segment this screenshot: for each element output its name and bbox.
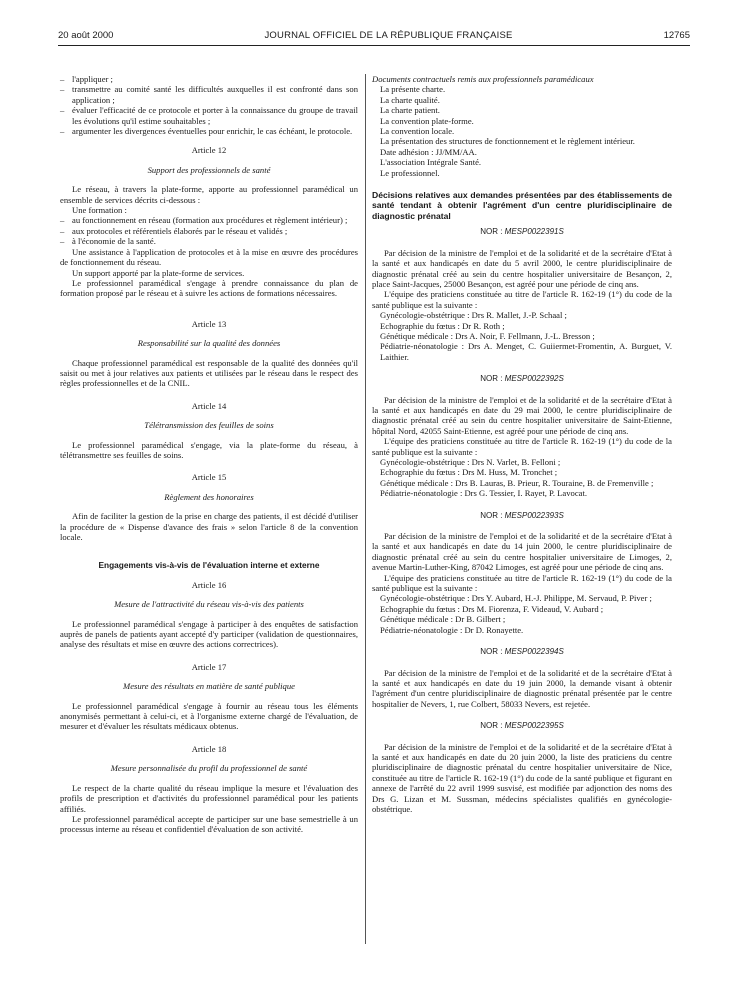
team-line: Gynécologie-obstétrique : Drs Y. Aubard, H.-J. Philippe, M. Servaud, P. Piver ;: [380, 593, 652, 604]
decision-paragraph: Par décision de la ministre de l'emploi et de la solidarité et de la secrétaire d'Etat à la santé et aux handicapés en date du 14 juin 2000, le centre pluridisciplinaire de diagnostic prénatal créé au sein du centre hospitalier universitaire de Limoges, 2, avenue Martin-Luther-King, 87042 Limoges, est agréé pour une période de cinq ans.: [372, 531, 672, 573]
column-divider: [365, 74, 366, 944]
list-item: L'association Intégrale Santé.: [380, 157, 482, 168]
article-15-paragraph: Afin de faciliter la gestion de la prise en charge des patients, il est décidé d'utiliser la procédure de « Dispense d'avance des frais » selon l'article 8 de la convention locale.: [60, 511, 358, 542]
article-13-paragraph: Chaque professionnel paramédical est responsable de la qualité des données qu'il saisit ou met à jour relatives aux patients et utilisées par le réseau dans le respect des règles professionnelles et de la CNIL.: [60, 357, 358, 389]
article-15-title: Règlement des honoraires: [164, 491, 254, 502]
list-item: – évaluer l'efficacité de ce protocole et porter à la connaissance du groupe de travail les évolutions qu'il estime souhaitables ;: [60, 105, 358, 126]
list-item: – argumenter les divergences éventuelles pour enrichir, le cas échéant, le protocole.: [60, 126, 358, 136]
nor-code: MESP0022395S: [504, 721, 564, 731]
team-line: Gynécologie-obstétrique : Drs R. Mallet, J.-P. Schaal ;: [380, 310, 567, 321]
article-13-heading: Article 13: [191, 318, 227, 329]
team-line: Pédiatrie-néonatologie : Dr D. Ronayette.: [380, 624, 524, 635]
nor-reference: NOR : MESP0022393S: [480, 510, 564, 520]
list-item: Date adhésion : JJ/MM/AA.: [380, 146, 477, 157]
article-18-paragraph: Le professionnel paramédical accepte de participer sur une base semestrielle à un processus interne au réseau et confidentiel d'évaluation de son activité.: [60, 813, 358, 835]
article-15-heading: Article 15: [191, 472, 227, 483]
nor-reference: NOR : MESP0022392S: [480, 374, 564, 384]
list-item: La charte patient.: [380, 105, 440, 116]
team-line: Echographie du fœtus : Drs M. Fiorenza, F. Videaud, V. Aubard ;: [380, 603, 604, 614]
right-column: [372, 74, 672, 814]
intro-list: [60, 74, 358, 136]
article-13-title: Responsabilité sur la qualité des données: [137, 338, 281, 349]
documents-list: [372, 84, 672, 178]
article-17-paragraph: Le professionnel paramédical s'engage à fournir au réseau tous les éléments anonymisés permettant à celui-ci, et à l'organisme externe chargé de l'évaluation, de mesurer et d'évaluer les résultats médicaux obtenus.: [60, 700, 358, 732]
nor-code: MESP0022392S: [504, 374, 564, 384]
journal-title: JOURNAL OFFICIEL DE LA RÉPUBLIQUE FRANÇAISE: [264, 29, 513, 41]
article-16-paragraph: Le professionnel paramédical s'engage à participer à des enquêtes de satisfaction auprès de panels de patients ayant accepté d'y participer (validation de questionnaires, analyse des résultats et mise en œuvre des actions correctrices).: [60, 618, 358, 650]
training-list: [60, 215, 358, 246]
list-item: La convention plate-forme.: [380, 115, 474, 126]
team-line: Pédiatrie-néonatologie : Drs A. Menget, C. Guiiermet-Fromentin, A. Burguet, V. Laithier.: [380, 341, 672, 362]
article-12-paragraph: Une formation :: [72, 205, 127, 216]
team-line: Pédiatrie-néonatologie : Drs G. Tessier, I. Rayet, P. Lavocat.: [380, 488, 587, 499]
documents-heading: Documents contractuels remis aux professionnels paramédicaux: [372, 74, 594, 84]
list-item: – à l'économie de la santé.: [60, 236, 358, 246]
team-line: Echographie du fœtus : Dr R. Roth ;: [380, 320, 505, 331]
article-16-heading: Article 16: [191, 579, 227, 590]
decision-paragraph: Par décision de la ministre de l'emploi et de la solidarité et de la secrétaire d'Etat à la santé et aux handicapés en date du 29 mai 2000, le centre pluridisciplinaire de diagnostic prénatal créé au sein du centre hospitalier universitaire de Saint-Etienne, hôpital Nord, 42055 Saint-Etienne, est agréé pour une période de cinq ans.: [372, 394, 672, 436]
article-18-heading: Article 18: [191, 743, 227, 754]
team-line: Gynécologie-obstétrique : Drs N. Varlet, B. Felloni ;: [380, 457, 561, 467]
page-number: 12765: [663, 29, 690, 41]
decision-paragraph: Par décision de la ministre de l'emploi et de la solidarité et de la secrétaire d'Etat à la santé et aux handicapés en date du 19 juin 2000, la demande visant à obtenir l'agrément d'un centre pluridisciplinaire de diagnostic prénatal présentée par le centre hospitalier de Nevers, 1, rue Colbert, 58033 Nevers, est rejetée.: [372, 667, 672, 709]
article-18-title: Mesure personnalisée du profil du professionnel de santé: [110, 763, 308, 774]
list-item: Le professionnel.: [380, 167, 440, 178]
decision-paragraph: L'équipe des praticiens constituée au titre de l'article R. 162-19 (1°) du code de la santé publique est la suivante :: [372, 289, 672, 310]
list-item: La présente charte.: [380, 84, 446, 95]
article-17-heading: Article 17: [191, 661, 227, 672]
section-heading: Engagements vis-à-vis de l'évaluation interne et externe: [98, 560, 320, 571]
list-item: La charte qualité.: [380, 94, 440, 105]
nor-reference: NOR : MESP0022395S: [480, 721, 564, 731]
team-line: Génétique médicale : Drs B. Lauras, B. Prieur, R. Touraine, B. de Fremenville ;: [380, 477, 654, 488]
article-12-paragraph: Une assistance à l'application de protocoles et à la mise en œuvre des procédures de fonctionnement du réseau.: [60, 246, 358, 268]
team-line: Génétique médicale : Drs A. Noir, F. Fellmann, J.-L. Bresson ;: [380, 330, 595, 341]
nor-code: MESP0022394S: [504, 647, 564, 657]
nor-code: MESP0022391S: [504, 227, 564, 237]
decision-paragraph: L'équipe des praticiens constituée au titre de l'article R. 162-19 (1°) du code de la santé publique est la suivante :: [372, 572, 672, 594]
list-item: La convention locale.: [380, 126, 455, 137]
team-line: Echographie du fœtus : Drs M. Huss, M. Tronchet ;: [380, 467, 558, 478]
article-14-paragraph: Le professionnel paramédical s'engage, via la plate-forme du réseau, à télétransmettre ses feuilles de soins.: [60, 439, 358, 460]
list-item: – au fonctionnement en réseau (formation aux procédures et règlement intérieur) ;: [60, 215, 358, 225]
nor-code: MESP0022393S: [504, 510, 564, 520]
header-date: 20 août 2000: [58, 29, 114, 41]
nor-reference: NOR : MESP0022391S: [480, 227, 564, 237]
header-rule: [58, 45, 690, 46]
page-header: [58, 27, 690, 43]
article-12-title: Support des professionnels de santé: [147, 164, 271, 175]
article-12-paragraph: Le professionnel paramédical s'engage à prendre connaissance du plan de formation proposé par le réseau et à suivre les actions de formations nécessaires.: [60, 277, 358, 299]
decision-paragraph: L'équipe des praticiens constituée au titre de l'article R. 162-19 (1°) du code de la santé publique est la suivante :: [372, 436, 672, 457]
list-item: – transmettre au comité santé les difficultés auxquelles il est confronté dans son application ;: [60, 84, 358, 105]
nor-reference: NOR : MESP0022394S: [480, 647, 564, 657]
decision-paragraph: Par décision de la ministre de l'emploi et de la solidarité et de la secrétaire d'Etat à la santé et aux handicapés en date du 5 avril 2000, le centre pluridisciplinaire de diagnostic prénatal créé au sein du centre hospitalier universitaire de Besançon, 2, place Saint-Jacques, 25000 Besançon, est agréé pour une période de cinq ans.: [372, 247, 672, 289]
list-item: – l'appliquer ;: [60, 74, 358, 84]
article-14-title: Télétransmission des feuilles de soins: [144, 420, 274, 431]
article-12-heading: Article 12: [191, 145, 227, 156]
list-item: – aux protocoles et référentiels élaborés par le réseau et validés ;: [60, 226, 358, 236]
team-line: Génétique médicale : Dr B. Gilbert ;: [380, 614, 506, 625]
article-12-paragraph: Un support apporté par la plate-forme de services.: [72, 267, 245, 278]
left-column: [60, 74, 358, 835]
article-18-paragraph: Le respect de la charte qualité du réseau implique la mesure et l'évaluation des profils de prescription et d'activités du professionnel paramédical pour les patients affiliés.: [60, 782, 358, 814]
article-16-title: Mesure de l'attractivité du réseau vis-à-vis des patients: [114, 599, 304, 610]
decision-paragraph: Par décision de la ministre de l'emploi et de la solidarité et de la secrétaire d'Etat à la santé et aux handicapés en date du 20 juin 2000, la liste des praticiens du centre pluridisciplinaire de diagnostic prénatal du centre hospitalier universitaire de Nice, constituée au titre de l'article R. 162-19 (1°) du code de la santé publique et figurant en annexe de l'arrêté du 22 avril 1999 susvisé, est modifiée par adjonction des noms des Drs G. Lizan et M. Sussman, médecins spécialistes qualifiés en gynécologie-obstétrique.: [372, 741, 672, 814]
article-14-heading: Article 14: [191, 400, 227, 411]
decisions-title: Décisions relatives aux demandes présentées par des établissements de santé tendant à obtenir l'agrément d'un centre pluridisciplinaire de diagnostic prénatal: [372, 190, 672, 221]
list-item: La présentation des structures de fonctionnement et le règlement intérieur.: [380, 136, 635, 147]
article-17-title: Mesure des résultats en matière de santé publique: [123, 681, 295, 692]
article-12-paragraph: Le réseau, à travers la plate-forme, apporte au professionnel paramédical un ensemble de services décrits ci-dessous :: [60, 184, 358, 205]
